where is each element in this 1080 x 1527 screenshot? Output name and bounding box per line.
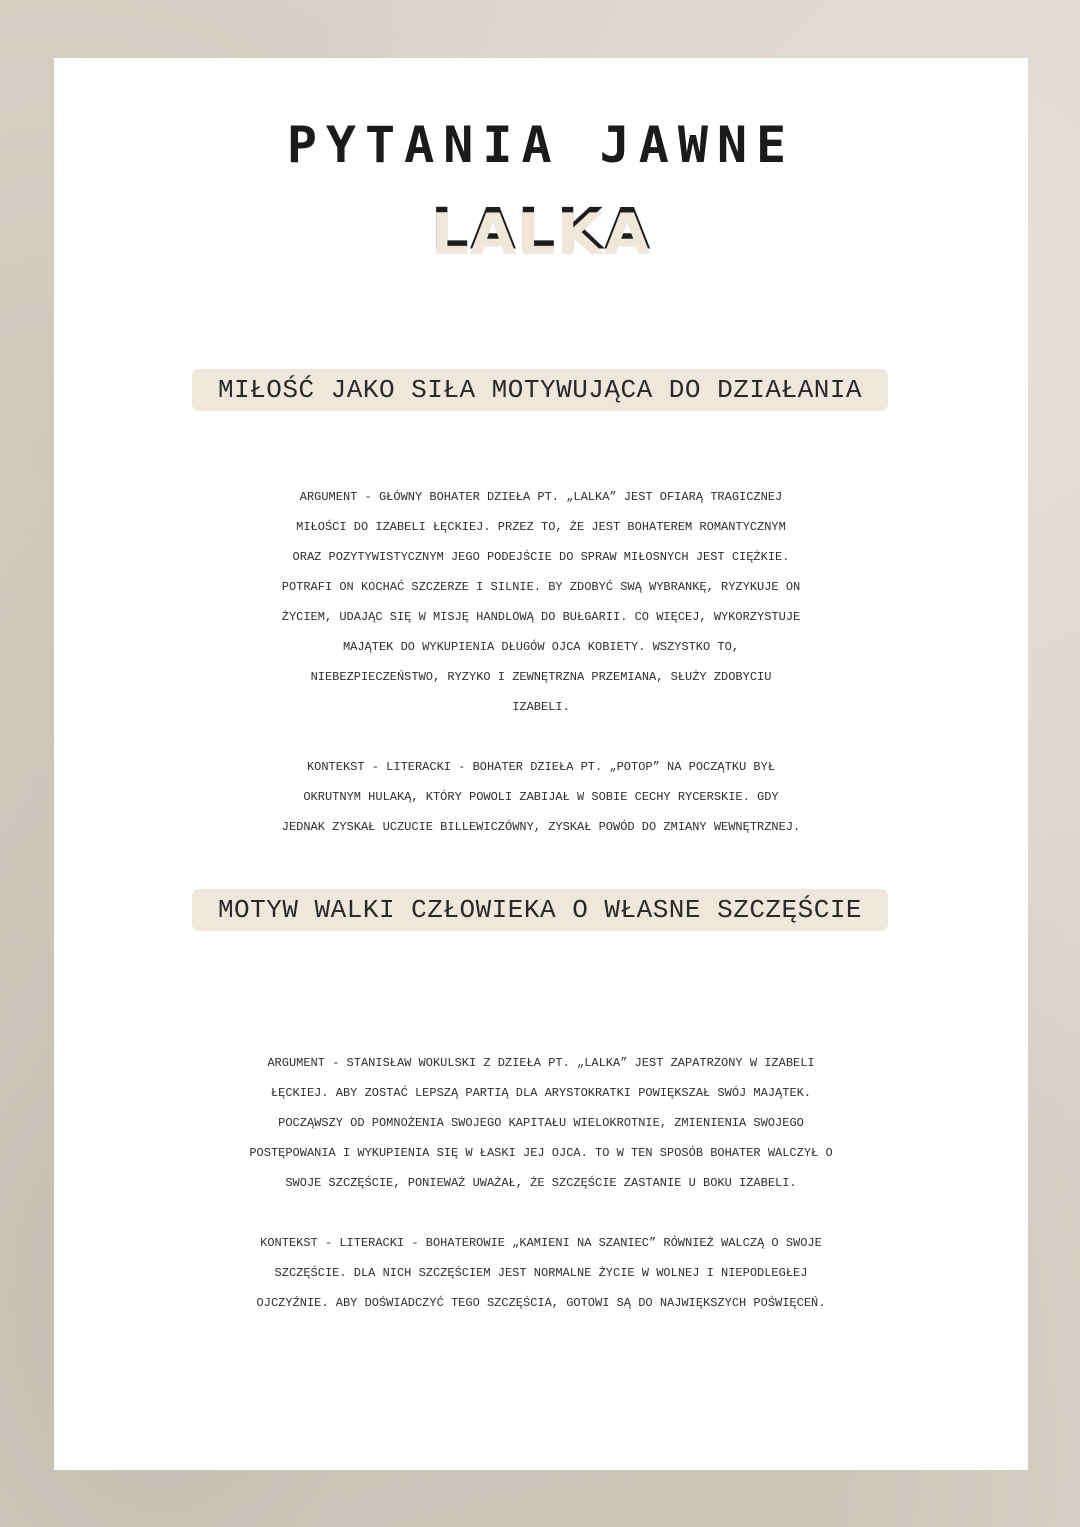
page-subtitle: LALKA [430,201,652,269]
text-line: KONTEKST - LITERACKI - BOHATEROWIE „KAMIENI NA SZANIEC” RÓWNIEŻ WALCZĄ O SWOJE [260,1236,822,1250]
subtitle-container [54,200,1028,270]
text-line: ORAZ POZYTYWISTYCZNYM JEGO PODEJŚCIE DO SPRAW MIŁOSNYCH JEST CIĘŻKIE. [292,550,790,564]
text-line: MAJĄTEK DO WYKUPIENIA DŁUGÓW OJCA KOBIETY. WSZYSTKO TO, [342,640,740,654]
text-line: ŁĘCKIEJ. ABY ZOSTAĆ LEPSZĄ PARTIĄ DLA ARYSTOKRATKI POWIĘKSZAŁ SWÓJ MAJĄTEK. [270,1086,812,1100]
text-line: OKRUTNYM HULAKĄ, KTÓRY POWOLI ZABIJAŁ W SOBIE CECHY RYCERSKIE. GDY [303,790,779,804]
text-line: OJCZYŹNIE. ABY DOŚWIADCZYĆ TEGO SZCZĘŚCIA, GOTOWI SĄ DO NAJWIĘKSZYCH POŚWIĘCEŃ. [256,1296,826,1310]
text-line: ARGUMENT - STANISŁAW WOKULSKI Z DZIEŁA PT. „LALKA” JEST ZAPATRZONY W IZABELI [267,1056,815,1070]
page-title: PYTANIA JAWNE [286,116,796,174]
text-line: JEDNAK ZYSKAŁ UCZUCIE BILLEWICZÓWNY, ZYSKAŁ POWÓD DO ZMIANY WEWNĘTRZNEJ. [281,820,801,834]
section-love-argument [54,482,1028,722]
text-line: ŻYCIEM, UDAJĄC SIĘ W MISJĘ HANDLOWĄ DO BUŁGARII. CO WIĘCEJ, WYKORZYSTUJE [281,610,801,624]
text-line: KONTEKST - LITERACKI - BOHATER DZIEŁA PT. „POTOP” NA POCZĄTKU BYŁ [306,760,776,774]
section-love-context [54,752,1028,842]
text-line: NIEBEZPIECZEŃSTWO, RYZYKO I ZEWNĘTRZNA PRZEMIANA, SŁUŻY ZDOBYCIU [310,670,772,684]
text-line: MIŁOŚCI DO IZABELI ŁĘCKIEJ. PRZEZ TO, ŻE JEST BOHATEREM ROMANTYCZNYM [296,520,786,534]
section-happiness-context [54,1228,1028,1318]
document-page [54,58,1028,1470]
text-line: POCZĄWSZY OD POMNOŻENIA SWOJEGO KAPITAŁU WIELOKROTNIE, ZMIENIENIA SWOJEGO [278,1116,804,1130]
section-heading-happiness: MOTYW WALKI CZŁOWIEKA O WŁASNE SZCZĘŚCIE [192,889,888,931]
text-line: IZABELI. [512,700,570,714]
text-line: ARGUMENT - GŁÓWNY BOHATER DZIEŁA PT. „LALKA” JEST OFIARĄ TRAGICZNEJ [299,490,783,504]
text-line: POSTĘPOWANIA I WYKUPIENIA SIĘ W ŁASKI JEJ OJCA. TO W TEN SPOSÓB BOHATER WALCZYŁ O [249,1146,833,1160]
text-line: SZCZĘŚCIE. DLA NICH SZCZĘŚCIEM JEST NORMALNE ŻYCIE W WOLNEJ I NIEPODLEGŁEJ [274,1266,808,1280]
text-line: POTRAFI ON KOCHAĆ SZCZERZE I SILNIE. BY ZDOBYĆ SWĄ WYBRANKĘ, RYZYKUJE ON [281,580,801,594]
section-heading-love: MIŁOŚĆ JAKO SIŁA MOTYWUJĄCA DO DZIAŁANIA [192,369,888,411]
text-line: SWOJE SZCZĘŚCIE, PONIEWAŻ UWAŻAŁ, ŻE SZCZĘŚCIE ZASTANIE U BOKU IZABELI. [285,1176,797,1190]
section-happiness-argument [54,1048,1028,1198]
